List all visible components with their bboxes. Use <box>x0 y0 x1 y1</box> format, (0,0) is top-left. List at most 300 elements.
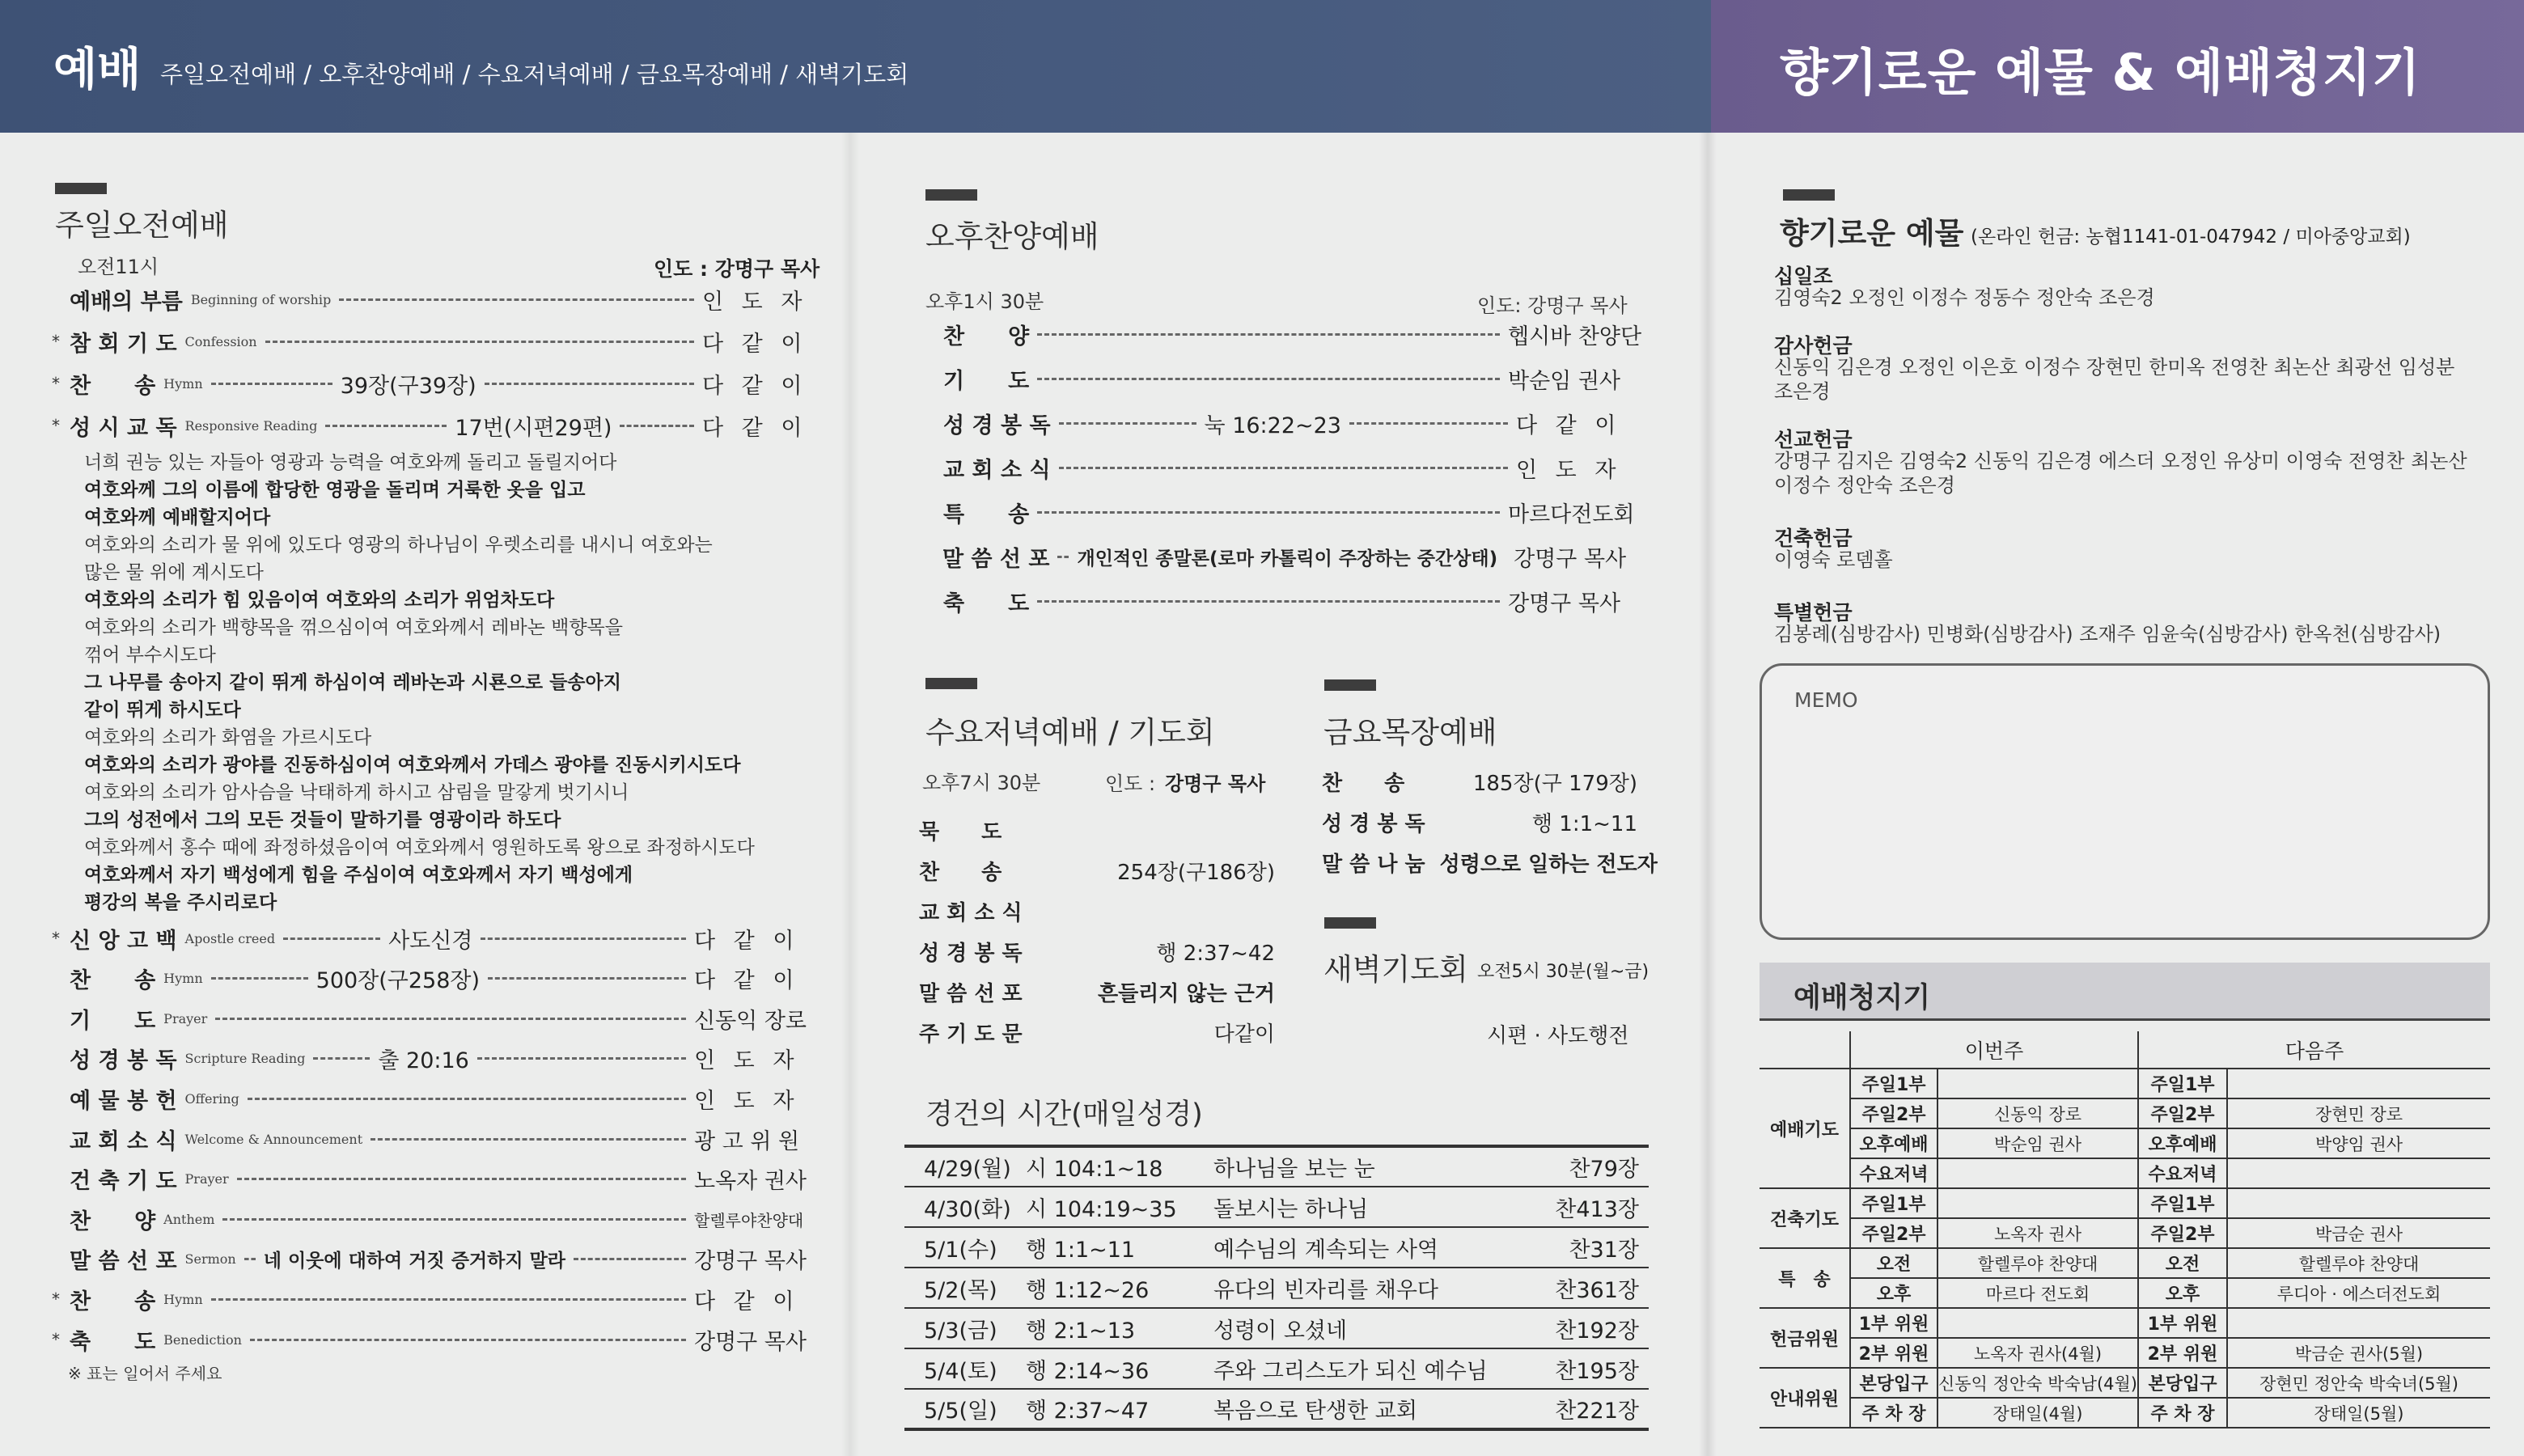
section-bar <box>925 189 977 201</box>
service-label: 말 씀 나 눔 <box>1322 852 1425 877</box>
steward-next <box>2227 1069 2490 1098</box>
section-bar <box>55 183 107 194</box>
steward-sub2: 오전 <box>2138 1248 2227 1278</box>
order-person: 노옥자 권사 <box>694 1169 807 1195</box>
order-row <box>52 321 815 362</box>
order-label: 성 경 봉 독 <box>70 1048 177 1074</box>
dawn-content: 시편 · 사도행전 <box>1487 1024 1629 1048</box>
devotion-passage: 시 104:1~18 <box>1026 1146 1213 1187</box>
footnote: ※ 표는 일어서 주세요 <box>68 1364 222 1383</box>
order-label: 찬 송 <box>70 373 156 399</box>
responsive-line: 그 나무를 송아지 같이 뛰게 하심이여 레바논과 시룐으로 들송아지 <box>84 672 621 693</box>
order-label: 축 도 <box>70 1329 156 1355</box>
devotion-date: 5/3(금) <box>904 1308 1026 1348</box>
order-label: 기 도 <box>70 1008 156 1034</box>
service-row <box>919 1012 1275 1052</box>
steward-row <box>1760 1188 2490 1218</box>
wednesday-leader-label: 인도 : <box>1105 772 1156 795</box>
order-row <box>925 358 1629 399</box>
order-label: 교 회 소 식 <box>70 1128 177 1154</box>
responsive-line: 여호와의 소리가 물 위에 있도다 영광의 하나님이 우렛소리를 내시니 여호와는 <box>84 535 713 556</box>
devotion-hymn: 찬413장 <box>1545 1187 1649 1227</box>
section-title-sunday: 주일오전예배 <box>55 208 229 243</box>
order-label: 참 회 기 도 <box>70 331 177 357</box>
order-person: 인 도 자 <box>702 289 808 315</box>
order-row <box>52 918 815 959</box>
devotion-passage: 행 2:1~13 <box>1026 1308 1213 1348</box>
responsive-line: 여호와께 그의 이름에 합당한 영광을 돌리며 거룩한 옷을 입고 <box>84 480 586 501</box>
order-label: 예배의 부름 <box>70 289 183 315</box>
order-english: Responsive Reading <box>184 417 318 434</box>
steward-sub2: 주 차 장 <box>2138 1398 2227 1428</box>
steward-sub: 주일2부 <box>1850 1098 1937 1128</box>
service-label: 교 회 소 식 <box>919 900 1023 925</box>
order-content: 개인적인 종말론(로마 카톨릭이 주장하는 중간상태) <box>1077 548 1498 569</box>
service-row <box>919 891 1275 931</box>
steward-row <box>1760 1218 2490 1248</box>
order-row <box>52 405 815 446</box>
devotion-theme: 복음으로 탄생한 교회 <box>1213 1389 1545 1429</box>
steward-this: 할렐루야 찬양대 <box>1937 1248 2138 1278</box>
steward-next: 할렐루야 찬양대 <box>2227 1248 2490 1278</box>
order-content: 눅 16:22~23 <box>1204 413 1341 438</box>
steward-this: 신동익 장로 <box>1937 1098 2138 1128</box>
leader-dots <box>1059 467 1508 469</box>
steward-sub2: 2부 위원 <box>2138 1338 2227 1368</box>
offerings-title: 향기로운 예물 <box>1780 216 1964 251</box>
steward-row <box>1760 1248 2490 1278</box>
order-person: 강명구 목사 <box>694 1249 807 1275</box>
devotion-theme: 돌보시는 하나님 <box>1213 1187 1545 1227</box>
order-person: 할렐루야찬양대 <box>694 1210 804 1230</box>
steward-sub2: 수요저녁 <box>2138 1158 2227 1188</box>
steward-sub: 오전 <box>1850 1248 1937 1278</box>
order-row <box>52 959 815 999</box>
required-stand-mark: * <box>52 1289 60 1310</box>
order-row <box>925 492 1635 532</box>
responsive-line: 여호와의 소리가 광야를 진동하심이여 여호와께서 가데스 광야를 진동시키시도다 <box>84 755 741 776</box>
order-label: 찬 송 <box>70 1289 156 1314</box>
offering-names: 신동익 김은경 오정인 이은호 이정수 장현민 한미옥 전영찬 최논산 최광선 임성분 <box>1774 356 2455 379</box>
required-stand-mark: * <box>52 374 60 393</box>
order-person: 인 도 자 <box>1516 457 1622 483</box>
service-label: 주 기 도 문 <box>919 1022 1023 1047</box>
sunday-leader: 인도 : 강명구 목사 <box>654 257 820 281</box>
steward-this: 마르다 전도회 <box>1937 1278 2138 1308</box>
order-row <box>52 998 815 1039</box>
devotion-hymn: 찬195장 <box>1545 1348 1649 1389</box>
section-title-devotion: 경건의 시간(매일성경) <box>925 1098 1203 1131</box>
wednesday-leader: 강명구 목사 <box>1165 772 1266 795</box>
steward-next <box>2227 1188 2490 1218</box>
service-label: 묵 도 <box>919 819 1002 844</box>
order-row <box>925 447 1629 488</box>
leader-dots <box>1349 422 1508 425</box>
leader-dots <box>283 938 380 940</box>
stewards-header <box>1760 963 2490 1021</box>
section-title-friday: 금요목장예배 <box>1323 715 1497 750</box>
offering-type: 건축헌금 <box>1774 527 1853 550</box>
order-person: 헵시바 찬양단 <box>1508 324 1642 349</box>
order-person: 다 같 이 <box>694 928 800 954</box>
steward-sub: 2부 위원 <box>1850 1338 1937 1368</box>
offering-names: 김봉례(심방감사) 민병화(심방감사) 조재주 임윤숙(심방감사) 한옥천(심방감사) <box>1774 623 2441 645</box>
leader-dots <box>488 977 686 980</box>
devotion-date: 4/29(월) <box>904 1146 1026 1187</box>
devotion-date: 4/30(화) <box>904 1187 1026 1227</box>
devotion-date: 5/1(수) <box>904 1227 1026 1268</box>
order-label: 기 도 <box>943 368 1030 394</box>
devotion-date: 5/2(목) <box>904 1268 1026 1308</box>
header-right-title: 향기로운 예물 & 예배청지기 <box>1780 43 2421 102</box>
service-label: 말 씀 선 포 <box>919 981 1023 1006</box>
leader-dots <box>1037 600 1500 603</box>
leader-dots <box>485 383 694 385</box>
devotion-table <box>904 1145 1649 1431</box>
devotion-row <box>904 1146 1649 1187</box>
order-content: 17번(시편29편) <box>455 415 612 441</box>
order-row <box>925 314 1642 354</box>
order-english: Prayer <box>163 1010 208 1026</box>
header-title: 예배 <box>53 44 142 96</box>
order-english: Confession <box>184 333 257 349</box>
leader-dots <box>1037 333 1500 336</box>
order-person: 다 같 이 <box>694 968 800 994</box>
responsive-line: 여호와의 소리가 힘 있음이여 여호와의 소리가 위엄차도다 <box>84 590 555 611</box>
steward-sub: 주일2부 <box>1850 1218 1937 1248</box>
required-stand-mark: * <box>52 332 60 351</box>
steward-sub2: 주일1부 <box>2138 1069 2227 1098</box>
leader-dots <box>574 1258 686 1260</box>
devotion-row <box>904 1308 1649 1348</box>
leader-dots <box>211 1298 686 1301</box>
offering-names: 조은경 <box>1774 380 1831 403</box>
order-label: 말 씀 선 포 <box>70 1249 177 1275</box>
devotion-date: 5/5(일) <box>904 1389 1026 1429</box>
devotion-theme: 하나님을 보는 눈 <box>1213 1146 1545 1187</box>
responsive-line: 여호와의 소리가 암사슴을 낙태하게 하시고 삼림을 말갛게 벗기시니 <box>84 782 629 803</box>
devotion-theme: 주와 그리스도가 되신 예수님 <box>1213 1348 1545 1389</box>
order-row <box>52 1159 815 1200</box>
responsive-line: 그의 성전에서 그의 모든 것들이 말하기를 영광이라 하도다 <box>84 810 561 831</box>
order-english: Benediction <box>163 1331 242 1348</box>
leader-dots <box>211 383 332 385</box>
service-value: 185장(구 179장) <box>1472 771 1637 796</box>
responsive-line: 꺾어 부수시도다 <box>84 645 216 666</box>
responsive-line: 너희 권능 있는 자들아 영광과 능력을 여호와께 돌리고 돌릴지어다 <box>84 452 617 473</box>
order-english: Offering <box>184 1090 239 1107</box>
order-content: 39장(구39장) <box>340 373 476 399</box>
header-subtitle: 주일오전예배 / 오후찬양예배 / 수요저녁예배 / 금요목장예배 / 새벽기도회 <box>160 61 909 88</box>
leader-dots <box>222 1218 686 1221</box>
steward-next <box>2227 1308 2490 1338</box>
steward-next: 장태일(5월) <box>2227 1398 2490 1428</box>
devotion-theme: 유다의 빈자리를 채우다 <box>1213 1268 1545 1308</box>
order-person: 신동익 장로 <box>694 1008 807 1034</box>
steward-next: 장현민 장로 <box>2227 1098 2490 1128</box>
steward-sub2: 1부 위원 <box>2138 1308 2227 1338</box>
responsive-line: 여호와께 예배할지어다 <box>84 507 271 528</box>
order-person: 다 같 이 <box>1516 413 1622 438</box>
order-person: 인 도 자 <box>694 1048 800 1074</box>
service-value: 행 2:37~42 <box>1156 941 1275 966</box>
order-label: 특 송 <box>943 502 1030 527</box>
devotion-passage: 시 104:19~35 <box>1026 1187 1213 1227</box>
steward-sub2: 주일1부 <box>2138 1188 2227 1218</box>
responsive-line: 평강의 복을 주시리로다 <box>84 892 277 913</box>
order-person: 광 고 위 원 <box>694 1128 800 1154</box>
steward-group: 예배기도 <box>1760 1069 1850 1188</box>
sunday-time: 오전11시 <box>78 256 159 278</box>
steward-sub: 수요저녁 <box>1850 1158 1937 1188</box>
leader-dots <box>477 1057 686 1060</box>
devotion-row <box>904 1348 1649 1389</box>
leader-dots <box>265 341 694 343</box>
order-content: 출 20:16 <box>378 1048 469 1074</box>
order-row <box>52 1039 815 1079</box>
steward-sub: 오후예배 <box>1850 1128 1937 1158</box>
steward-row <box>1760 1338 2490 1368</box>
order-row <box>52 1239 815 1280</box>
order-english: Welcome & Announcement <box>184 1131 363 1147</box>
service-row <box>919 850 1275 891</box>
steward-this <box>1937 1158 2138 1188</box>
order-person: 강명구 목사 <box>1508 590 1620 616</box>
service-row <box>919 931 1275 971</box>
service-row <box>1322 761 1637 802</box>
leader-dots <box>313 1057 370 1060</box>
col-this-week: 이번주 <box>1850 1031 2138 1069</box>
devotion-passage: 행 2:14~36 <box>1026 1348 1213 1389</box>
steward-this <box>1937 1188 2138 1218</box>
order-english: Hymn <box>163 375 203 392</box>
section-bar <box>1324 679 1376 691</box>
afternoon-leader: 인도: 강명구 목사 <box>1477 294 1628 317</box>
responsive-line: 여호와께서 자기 백성에게 힘을 주심이여 여호와께서 자기 백성에게 <box>84 865 633 886</box>
steward-group: 헌금위원 <box>1760 1308 1850 1368</box>
page-fold <box>841 133 859 1456</box>
steward-next: 루디아 · 에스더전도회 <box>2227 1278 2490 1308</box>
steward-next <box>2227 1158 2490 1188</box>
devotion-passage: 행 1:1~11 <box>1026 1227 1213 1268</box>
steward-sub2: 오후예배 <box>2138 1128 2227 1158</box>
service-value: 성령으로 일하는 전도자 <box>1439 852 1658 877</box>
steward-this: 노옥자 권사 <box>1937 1218 2138 1248</box>
order-english: Hymn <box>163 1291 203 1307</box>
page-fold <box>1699 133 1717 1456</box>
service-row <box>1322 842 1658 882</box>
responsive-line: 여호와의 소리가 백향목을 꺾으심이여 여호와께서 레바논 백향목을 <box>84 617 623 638</box>
steward-row <box>1760 1308 2490 1338</box>
section-bar <box>1783 189 1835 201</box>
order-person: 인 도 자 <box>694 1088 800 1114</box>
required-stand-mark: * <box>52 1330 60 1349</box>
service-row <box>919 971 1275 1012</box>
offering-names: 이정수 정안숙 조은경 <box>1774 474 1955 497</box>
order-person: 다 같 이 <box>702 415 808 441</box>
offering-names: 김영숙2 오정인 이정수 정동수 정안숙 조은경 <box>1774 286 2155 309</box>
order-english: Prayer <box>184 1171 229 1187</box>
devotion-row <box>904 1268 1649 1308</box>
afternoon-time: 오후1시 30분 <box>925 290 1044 313</box>
wednesday-time: 오후7시 30분 <box>922 772 1041 794</box>
steward-group: 건축기도 <box>1760 1188 1850 1248</box>
order-row <box>52 1119 815 1159</box>
responsive-line: 여호와께서 홍수 때에 좌정하셨음이여 여호와께서 영원하도록 왕으로 좌정하시도다 <box>84 837 755 858</box>
steward-sub: 주일1부 <box>1850 1188 1937 1218</box>
order-label: 말 씀 선 포 <box>942 546 1050 572</box>
responsive-line: 같이 뛰게 하시도다 <box>84 700 241 721</box>
order-english: Scripture Reading <box>184 1051 306 1067</box>
steward-this: 박순임 권사 <box>1937 1128 2138 1158</box>
leader-dots <box>339 298 694 301</box>
offering-names: 이영숙 로뎀홀 <box>1774 548 1893 571</box>
devotion-hymn: 찬221장 <box>1545 1389 1649 1429</box>
leader-dots <box>250 1339 686 1341</box>
devotion-date: 5/4(토) <box>904 1348 1026 1389</box>
order-row <box>52 1199 815 1239</box>
memo-box[interactable] <box>1760 663 2490 940</box>
col-next-week: 다음주 <box>2138 1031 2490 1069</box>
service-row <box>919 810 1275 850</box>
steward-next: 장현민 정안숙 박숙녀(5월) <box>2227 1368 2490 1398</box>
order-label: 예 물 봉 헌 <box>70 1088 177 1114</box>
order-content: 네 이웃에 대하여 거짓 증거하지 말라 <box>263 1251 566 1272</box>
leader-dots <box>481 938 686 940</box>
service-row <box>1322 802 1637 842</box>
order-english: Apostle creed <box>184 930 276 946</box>
steward-sub2: 본당입구 <box>2138 1368 2227 1398</box>
stewards-title: 예배청지기 <box>1793 982 1931 1014</box>
order-row <box>52 1279 815 1319</box>
order-english: Hymn <box>163 971 203 987</box>
order-label: 성 경 봉 독 <box>943 413 1051 438</box>
steward-row <box>1760 1368 2490 1398</box>
order-label: 축 도 <box>943 590 1030 616</box>
order-label: 찬 양 <box>70 1208 156 1234</box>
dawn-time: 오전5시 30분(월~금) <box>1477 962 1649 982</box>
steward-this: 신동익 정안숙 박숙남(4월) <box>1937 1368 2138 1398</box>
required-stand-mark: * <box>52 416 60 435</box>
devotion-hymn: 찬79장 <box>1545 1146 1649 1187</box>
offering-type: 특별헌금 <box>1774 601 1853 624</box>
steward-row <box>1760 1098 2490 1128</box>
offering-type: 십일조 <box>1774 265 1833 288</box>
steward-group: 안내위원 <box>1760 1368 1850 1428</box>
devotion-passage: 행 1:12~26 <box>1026 1268 1213 1308</box>
leader-dots <box>1037 378 1500 380</box>
responsive-line: 여호와의 소리가 화염을 가르시도다 <box>84 727 372 748</box>
devotion-hymn: 찬192장 <box>1545 1308 1649 1348</box>
steward-next: 박금순 권사(5월) <box>2227 1338 2490 1368</box>
service-value: 다같이 <box>1213 1022 1275 1047</box>
memo-label: MEMO <box>1794 688 1858 712</box>
order-label: 찬 양 <box>943 324 1030 349</box>
responsive-line: 많은 물 위에 계시도다 <box>84 562 264 583</box>
devotion-passage: 행 2:37~47 <box>1026 1389 1213 1429</box>
service-value: 254장(구186장) <box>1117 860 1275 885</box>
steward-group: 특 송 <box>1760 1248 1850 1308</box>
service-label: 성 경 봉 독 <box>1322 811 1425 836</box>
order-person: 다 같 이 <box>702 373 808 399</box>
order-content: 500장(구258장) <box>316 968 481 994</box>
order-content: 사도신경 <box>388 928 473 954</box>
leader-dots <box>237 1178 686 1180</box>
devotion-theme: 예수님의 계속되는 사역 <box>1213 1227 1545 1268</box>
leader-dots <box>620 425 694 427</box>
order-person: 강명구 목사 <box>1514 546 1627 572</box>
order-row <box>52 279 815 320</box>
devotion-row <box>904 1187 1649 1227</box>
steward-row <box>1760 1278 2490 1308</box>
order-person: 박순임 권사 <box>1508 368 1620 394</box>
steward-row <box>1760 1158 2490 1188</box>
section-title-dawn: 새벽기도회 <box>1323 952 1468 987</box>
leader-dots <box>211 977 308 980</box>
required-stand-mark: * <box>52 929 60 948</box>
order-english: Sermon <box>184 1251 236 1268</box>
offerings-online: (온라인 헌금: 농협1141-01-047942 / 미아중앙교회) <box>1971 226 2411 248</box>
steward-sub2: 주일2부 <box>2138 1218 2227 1248</box>
leader-dots <box>244 1258 256 1260</box>
leader-dots <box>1037 511 1500 514</box>
steward-this <box>1937 1308 2138 1338</box>
offering-type: 선교헌금 <box>1774 428 1853 451</box>
steward-this: 노옥자 권사(4월) <box>1937 1338 2138 1368</box>
steward-sub2: 오후 <box>2138 1278 2227 1308</box>
service-value: 행 1:1~11 <box>1531 811 1637 836</box>
steward-row <box>1760 1128 2490 1158</box>
order-row <box>52 1078 815 1119</box>
service-label: 성 경 봉 독 <box>919 941 1023 966</box>
section-bar <box>1324 917 1376 929</box>
devotion-row <box>904 1389 1649 1429</box>
order-row <box>925 403 1629 443</box>
steward-sub: 주일1부 <box>1850 1069 1937 1098</box>
steward-this <box>1937 1069 2138 1098</box>
steward-sub2: 주일2부 <box>2138 1098 2227 1128</box>
steward-sub: 1부 위원 <box>1850 1308 1937 1338</box>
leader-dots <box>371 1138 686 1141</box>
responsive-reading <box>84 449 755 916</box>
order-english: Anthem <box>163 1211 215 1227</box>
devotion-theme: 성령이 오셨네 <box>1213 1308 1545 1348</box>
order-row <box>52 1319 815 1360</box>
order-label: 찬 송 <box>70 968 156 994</box>
devotion-row <box>904 1227 1649 1268</box>
order-person: 다 같 이 <box>694 1289 800 1314</box>
leader-dots <box>325 425 447 427</box>
section-title-wednesday: 수요저녁예배 / 기도회 <box>925 715 1215 750</box>
steward-sub: 주 차 장 <box>1850 1398 1937 1428</box>
steward-row <box>1760 1398 2490 1428</box>
service-value: 흔들리지 않는 근거 <box>1097 981 1275 1006</box>
order-label: 신 앙 고 백 <box>70 928 177 954</box>
order-label: 건 축 기 도 <box>70 1169 177 1195</box>
stewards-table <box>1760 1031 2490 1428</box>
order-label: 성 시 교 독 <box>70 415 177 441</box>
devotion-hymn: 찬31장 <box>1545 1227 1649 1268</box>
section-bar <box>925 678 977 689</box>
leader-dots <box>1057 556 1069 558</box>
order-person: 다 같 이 <box>702 331 808 357</box>
order-english: Beginning of worship <box>190 291 332 307</box>
order-row <box>925 536 1629 577</box>
service-label: 찬 송 <box>919 860 1002 885</box>
section-title-afternoon: 오후찬양예배 <box>925 219 1099 254</box>
steward-sub: 본당입구 <box>1850 1368 1937 1398</box>
offering-type: 감사헌금 <box>1774 334 1853 358</box>
